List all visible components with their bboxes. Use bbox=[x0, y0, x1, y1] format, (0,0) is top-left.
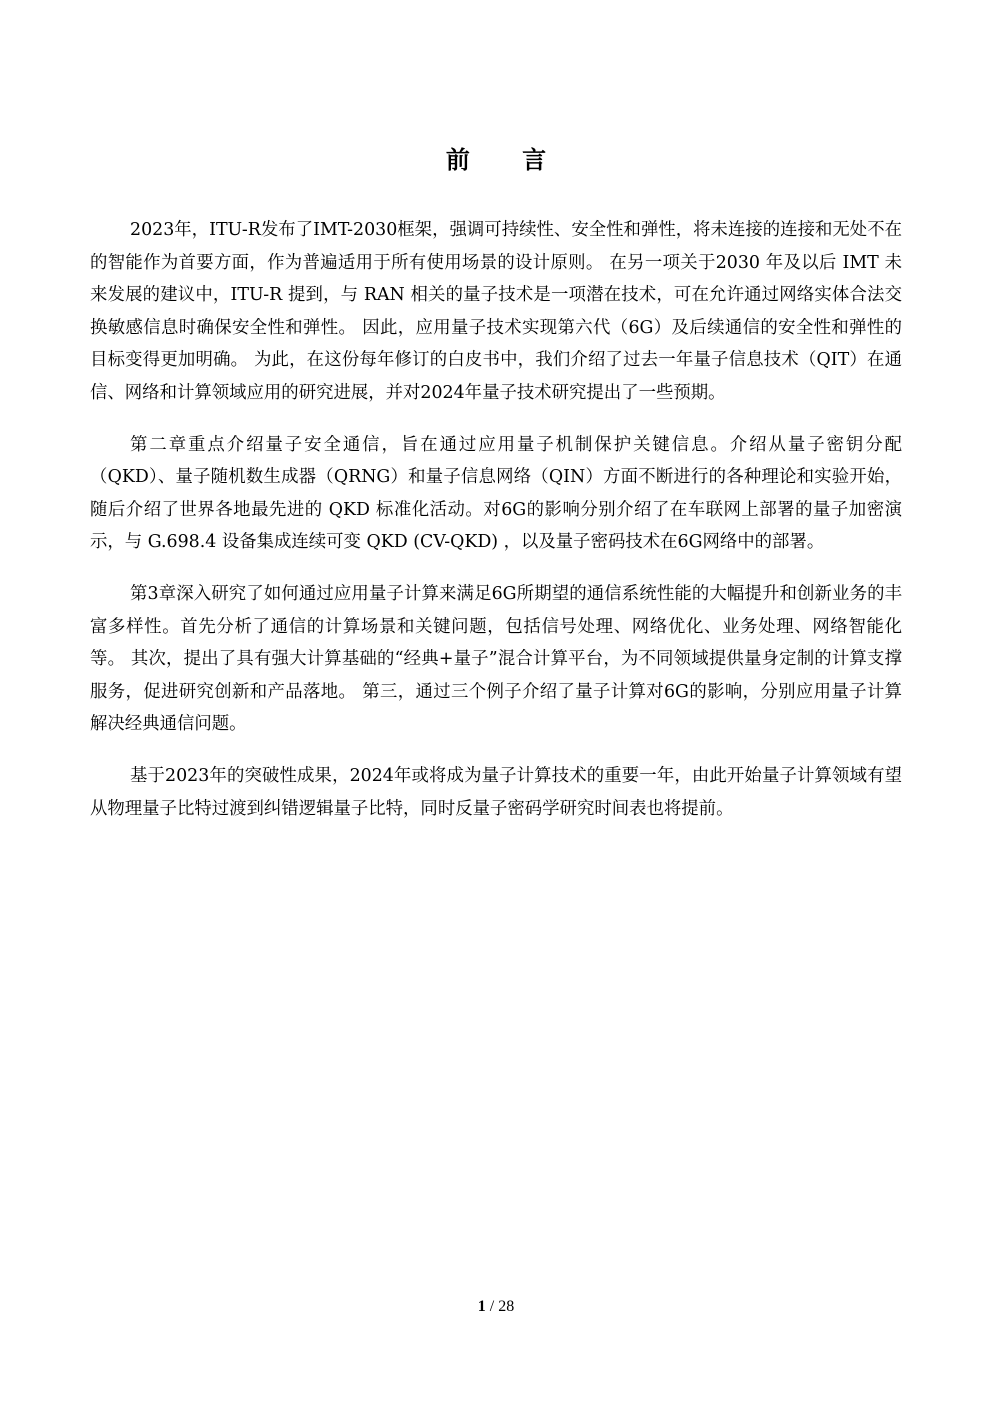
page-title: 前 言 bbox=[445, 145, 569, 174]
page-number bbox=[0, 1298, 992, 1316]
paragraph-4: 基于2023年的突破性成果，2024年或将成为量子计算技术的重要一年，由此开始量子计算领域有望从物理量子比特过渡到纠错逻辑量子比特，同时反量子密码学研究时间表也将提前。 bbox=[90, 765, 902, 819]
paragraph-2: 第二章重点介绍量子安全通信，旨在通过应用量子机制保护关键信息。介绍从量子密钥分配（QKD）、量子随机数生成器（QRNG）和量子信息网络（QIN）方面不断进行的各种理论和实验开始，随后介绍了世界各地最先进的 QKD 标准化活动。对6G的影响分别介绍了在车联网上部署的量子加密演示，与 G.698.4 设备集成连续可变 QKD (CV-QKD) ，以及量子密码技术在6G网络中的部署。 bbox=[90, 434, 902, 553]
paragraph-3: 第3章深入研究了如何通过应用量子计算来满足6G所期望的通信系统性能的大幅提升和创新业务的丰富多样性。首先分析了通信的计算场景和关键问题，包括信号处理、网络优化、业务处理、网络智能化等。 其次，提出了具有强大计算基础的“经典+量子”混合计算平台，为不同领域提供量身定制的计算支撑服务，促进研究创新和产品落地。 第三，通过三个例子介绍了量子计算对6G的影响，分别应用量子计算解决经典通信问题。 bbox=[90, 583, 902, 735]
body-text bbox=[90, 214, 902, 844]
total-pages: 28 bbox=[498, 1298, 515, 1315]
page-number-separator: / bbox=[485, 1298, 499, 1315]
paragraph-1: 2023年，ITU-R发布了IMT-2030框架，强调可持续性、安全性和弹性，将未连接的连接和无处不在的智能作为首要方面，作为普遍适用于所有使用场景的设计原则。 在另一项关于2030 年及以后 IMT 未来发展的建议中，ITU-R 提到，与 RAN 相关的量子技术是一项潜在技术，可在允许通过网络实体合法交换敏感信息时确保安全性和弹性。 因此，应用量子技术实现第六代（6G）及后续通信的安全性和弹性的目标变得更加明确。 为此，在这份每年修订的白皮书中，我们介绍了过去一年量子信息技术（QIT）在通信、网络和计算领域应用的研究进展，并对2024年量子技术研究提出了一些预期。 bbox=[90, 220, 902, 403]
current-page-number: 1 bbox=[477, 1298, 486, 1315]
